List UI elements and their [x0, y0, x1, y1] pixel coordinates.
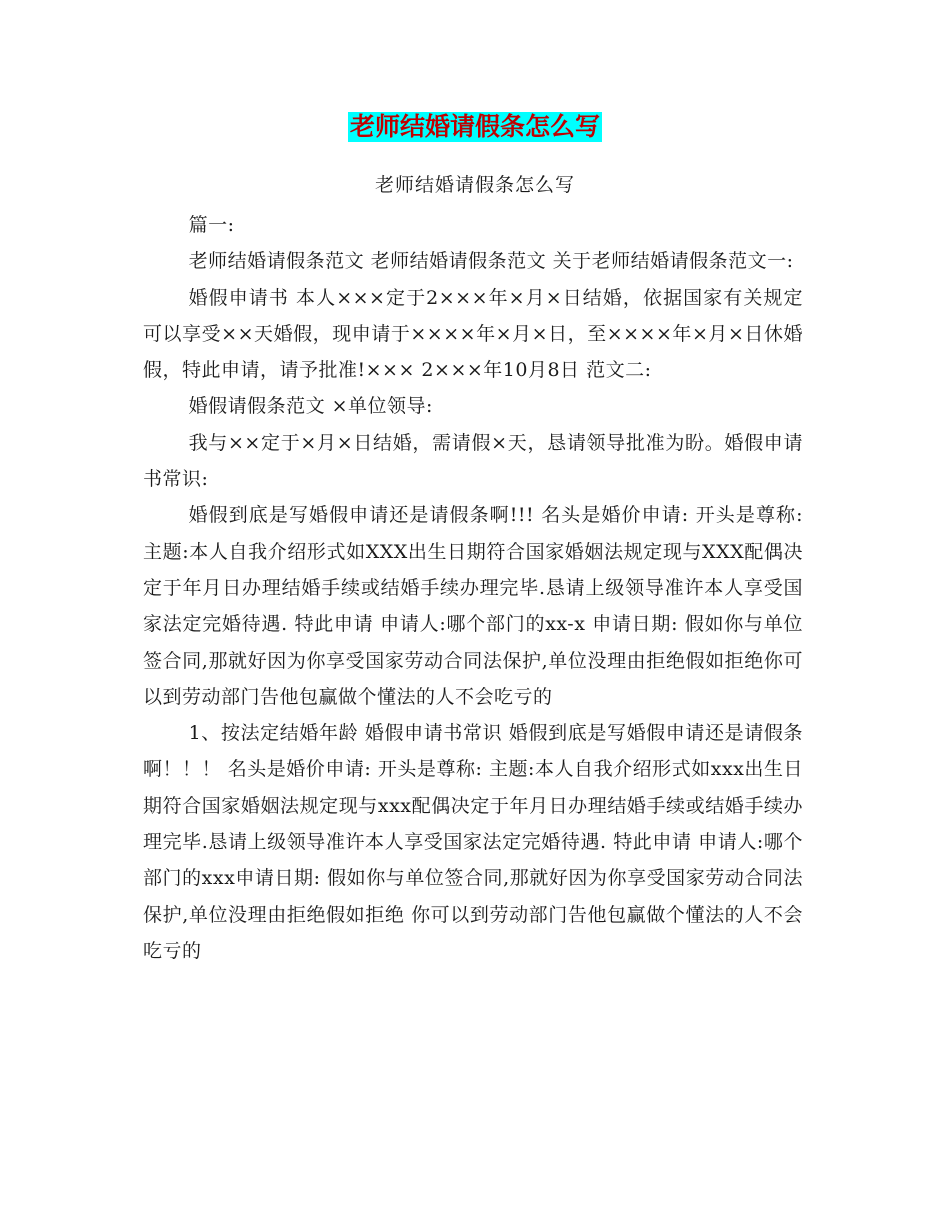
- paragraph: 婚假请假条范文 ×单位领导:: [188, 395, 433, 418]
- document-subtitle: 老师结婚请假条怎么写: [374, 174, 575, 196]
- document-body: [143, 207, 803, 969]
- paragraph: 1、按法定结婚年龄 婚假申请书常识 婚假到底是写婚假申请还是请假条啊！！！ 名头是婚价申请: 开头是尊称: 主题:本人自我介绍形式如xxx出生日期符合国家婚姻法规定现与xxx配偶决定于年月日办理结婚手续或结婚手续办理完毕.恳请上级领导准许本人享受国家法定完婚待遇. 特此申请 申请人:哪个部门的xxx申请日期: 假如你与单位签合同,那就好因为你享受国家劳动合同法保护,单位没理由拒绝假如拒绝 你可以到劳动部门告他包赢做个懂法的人不会吃亏的: [143, 722, 803, 962]
- title-container: [0, 112, 950, 142]
- paragraph-heading: 篇一:: [188, 214, 235, 236]
- paragraph: 婚假到底是写婚假申请还是请假条啊!!! 名头是婚价申请: 开头是尊称: 主题:本人自我介绍形式如XXX出生日期符合国家婚姻法规定现与XXX配偶决定于年月日办理结婚手续或结婚手续办理完毕.恳请上级领导准许本人享受国家法定完婚待遇. 特此申请 申请人:哪个部门的xx-x 申请日期: 假如你与单位签合同,那就好因为你享受国家劳动合同法保护,单位没理由拒绝假如拒绝你可以到劳动部门告他包赢做个懂法的人不会吃亏的: [143, 504, 803, 708]
- paragraph: 老师结婚请假条范文 老师结婚请假条范文 关于老师结婚请假条范文一:: [188, 250, 794, 273]
- document-title: 老师结婚请假条怎么写: [349, 112, 600, 141]
- paragraph: 婚假申请书 本人×××定于2×××年×月×日结婚，依据国家有关规定可以享受××天婚假，现申请于××××年×月×日，至××××年×月×日休婚假，特此申请，请予批准!××× 2×××年10月8日 范文二:: [143, 286, 803, 382]
- paragraph: 我与××定于×月×日结婚，需请假×天，恳请领导批准为盼。婚假申请书常识:: [143, 431, 803, 491]
